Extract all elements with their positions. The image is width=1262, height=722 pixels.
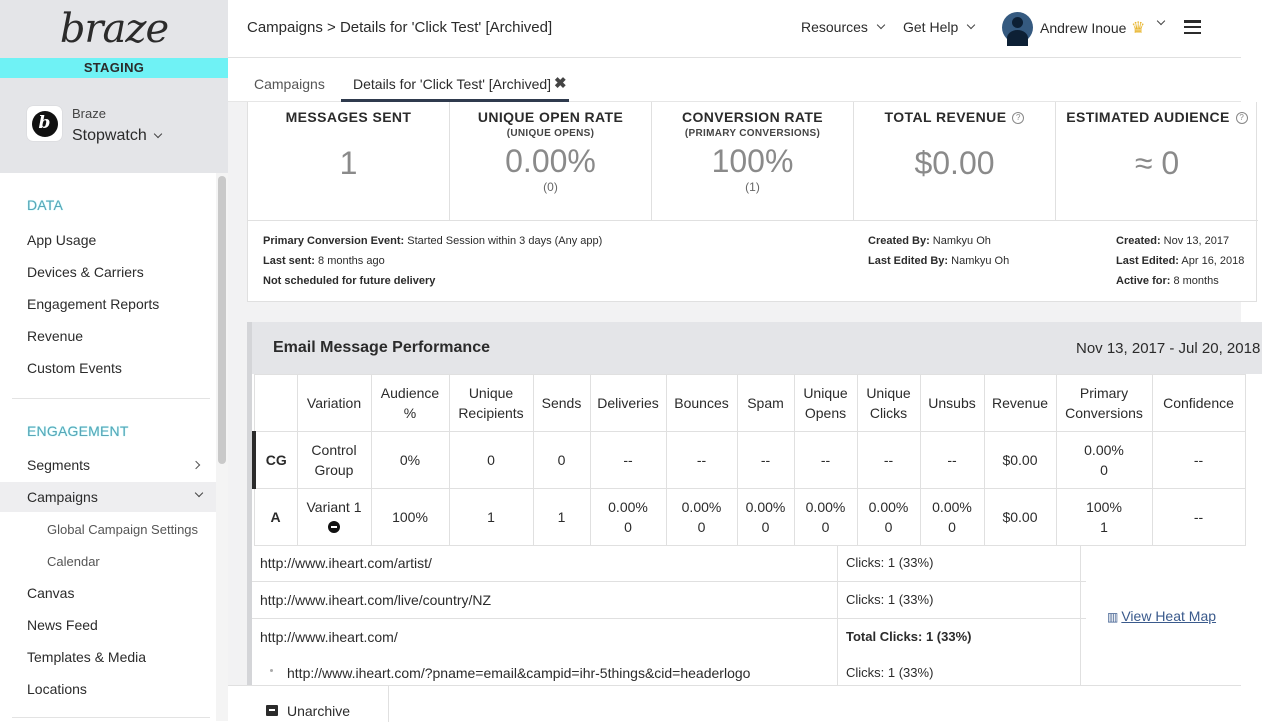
archive-icon	[266, 705, 278, 716]
stat-label: CONVERSION RATE	[681, 109, 824, 125]
stat-label: ESTIMATED AUDIENCE	[1066, 109, 1230, 125]
campaign-meta-right	[1116, 231, 1244, 291]
cell: --	[920, 432, 984, 489]
column-header[interactable]: Audience %	[371, 375, 449, 432]
variant-key: CG	[254, 432, 297, 489]
link-total-clicks: Total Clicks: 1 (33%)	[846, 629, 972, 644]
column-header[interactable]: Spam	[737, 375, 794, 432]
nav-item-custom-events[interactable]: Custom Events	[27, 360, 122, 376]
stat-value: 1	[339, 145, 358, 181]
email-performance-card	[247, 322, 1261, 702]
cell: $0.00	[984, 432, 1056, 489]
view-heat-map-link[interactable]	[1107, 608, 1216, 624]
meta-label: Last sent:	[263, 255, 315, 267]
cell: 0%	[371, 432, 449, 489]
meta-label: Primary Conversion Event:	[263, 235, 405, 247]
resources-label: Resources	[801, 19, 868, 35]
chevron-down-icon[interactable]	[1157, 17, 1165, 25]
meta-value: Nov 13, 2017	[1160, 235, 1230, 247]
nav-item-canvas[interactable]: Canvas	[27, 585, 75, 601]
bullet-icon	[270, 669, 273, 672]
performance-header	[252, 322, 1262, 374]
campaign-meta-left	[263, 231, 602, 291]
column-header[interactable]: Primary Conversions	[1056, 375, 1152, 432]
stat-unique-open-rate	[450, 102, 652, 220]
cell: Variant 1	[297, 489, 371, 546]
cell: 100%	[371, 489, 449, 546]
nav-section-engagement: ENGAGEMENT	[27, 423, 129, 439]
nav-divider	[12, 398, 210, 399]
cell: 0.00% 0	[737, 489, 794, 546]
meta-value: Namkyu Oh	[929, 235, 991, 247]
hamburger-menu-icon[interactable]	[1184, 20, 1201, 34]
braze-logo[interactable]: braze	[59, 6, 169, 52]
column-header[interactable]: Confidence	[1152, 375, 1245, 432]
cell: --	[1152, 432, 1245, 489]
nav-item-segments[interactable]: Segments	[27, 457, 91, 473]
heat-map-box	[1080, 545, 1262, 685]
stat-estimated-audience	[1056, 102, 1258, 220]
top-bar	[228, 0, 1241, 58]
meta-value: 8 months	[1170, 275, 1219, 287]
column-header[interactable]: Unique Clicks	[857, 375, 920, 432]
stat-count: (0)	[543, 180, 558, 194]
schedule-status: Not scheduled for future delivery	[263, 275, 436, 287]
stat-label: TOTAL REVENUE	[884, 109, 1007, 125]
chevron-down-icon	[153, 130, 161, 138]
nav-divider	[12, 717, 210, 718]
nav-item-templates-media[interactable]: Templates & Media	[27, 649, 147, 665]
column-header[interactable]: Revenue	[984, 375, 1056, 432]
link-url: http://www.iheart.com/live/country/NZ	[260, 592, 492, 608]
stats-card	[247, 102, 1257, 302]
performance-table	[252, 374, 1246, 546]
cell: 1	[533, 489, 590, 546]
chevron-down-icon	[877, 21, 885, 29]
performance-title: Email Message Performance	[273, 339, 490, 356]
nav-item-calendar[interactable]: Calendar	[47, 554, 100, 569]
resources-menu[interactable]	[801, 19, 884, 35]
link-row	[252, 582, 1086, 619]
app-icon: b	[27, 106, 62, 141]
close-tab-icon[interactable]: ✖	[554, 75, 567, 92]
cell: $0.00	[984, 489, 1056, 546]
cell: --	[737, 432, 794, 489]
cell: --	[794, 432, 857, 489]
unarchive-button[interactable]	[228, 686, 389, 722]
table-header-row	[254, 375, 1245, 432]
divider	[248, 220, 1258, 221]
column-header[interactable]: Bounces	[666, 375, 737, 432]
cell: 0.00% 0	[794, 489, 857, 546]
stat-sub: (PRIMARY CONVERSIONS)	[684, 128, 821, 139]
nav-item-devices-carriers[interactable]: Devices & Carriers	[27, 264, 144, 280]
stat-sub: (UNIQUE OPENS)	[506, 128, 595, 139]
meta-label: Last Edited:	[1116, 255, 1179, 267]
nav-item-global-campaign-settings[interactable]: Global Campaign Settings	[47, 522, 199, 537]
stat-value: $0.00	[914, 145, 995, 181]
unarchive-label: Unarchive	[287, 703, 351, 719]
stat-count: (1)	[745, 180, 760, 194]
link-url: http://www.iheart.com/?pname=email&campid=ihr-5things&cid=headerlogo	[287, 665, 751, 681]
link-clicks: Clicks: 1 (33%)	[846, 665, 934, 680]
nav-item-locations[interactable]: Locations	[27, 681, 87, 697]
stat-value: 100%	[711, 143, 794, 179]
cell: --	[666, 432, 737, 489]
nav-item-engagement-reports[interactable]: Engagement Reports	[27, 296, 160, 312]
table-row	[254, 489, 1245, 546]
cell: 0.00% 0	[590, 489, 666, 546]
stat-value: 0.00%	[505, 143, 596, 179]
main-content	[228, 102, 1261, 685]
meta-value: Started Session within 3 days (Any app)	[404, 235, 603, 247]
table-row	[254, 432, 1245, 489]
nav-item-campaigns[interactable]: Campaigns	[27, 489, 98, 505]
environment-badge: STAGING	[0, 58, 228, 78]
column-header[interactable]: Sends	[533, 375, 590, 432]
date-range[interactable]: Nov 13, 2017 - Jul 20, 2018	[1076, 340, 1261, 357]
user-name[interactable]: Andrew Inoue	[1040, 20, 1127, 36]
brand-area	[0, 0, 228, 173]
cell: 100% 1	[1056, 489, 1152, 546]
get-help-label: Get Help	[903, 19, 959, 35]
column-header[interactable]: Unique Recipients	[449, 375, 533, 432]
stat-messages-sent	[248, 102, 450, 220]
nav-item-revenue[interactable]: Revenue	[27, 328, 84, 344]
chevron-right-icon	[192, 461, 200, 469]
link-row	[252, 619, 1086, 656]
meta-value: Namkyu Oh	[948, 255, 1010, 267]
campaign-meta-middle	[868, 231, 1009, 271]
remove-variant-icon[interactable]	[328, 521, 340, 533]
variant-key: A	[254, 489, 297, 546]
stat-value: ≈ 0	[1134, 145, 1180, 181]
app-name: Stopwatch	[72, 127, 147, 144]
link-clicks: Clicks: 1 (33%)	[846, 592, 934, 607]
meta-value: 8 months ago	[314, 255, 385, 267]
stat-label: MESSAGES SENT	[285, 109, 412, 125]
nav-item-news-feed[interactable]: News Feed	[27, 617, 98, 633]
cell: 0.00% 0	[1056, 432, 1152, 489]
breadcrumb[interactable]: Campaigns > Details for 'Click Test' [Archived]	[247, 19, 553, 36]
company-name: Braze	[72, 106, 106, 121]
tab-details[interactable]: Details for 'Click Test' [Archived]	[353, 76, 552, 92]
column-header[interactable]: Deliveries	[590, 375, 666, 432]
meta-label: Last Edited By:	[868, 255, 949, 267]
cell: 0.00% 0	[920, 489, 984, 546]
cell: 0.00% 0	[857, 489, 920, 546]
meta-value: Apr 16, 2018	[1178, 255, 1245, 267]
meta-label: Created:	[1116, 235, 1161, 247]
cell: --	[590, 432, 666, 489]
tab-bar	[228, 58, 1241, 102]
stat-total-revenue	[854, 102, 1056, 220]
cell: 0	[449, 432, 533, 489]
cell: 0	[533, 432, 590, 489]
column-header[interactable]: Variation	[297, 375, 371, 432]
link-url: http://www.iheart.com/artist/	[260, 555, 432, 571]
crown-icon: ♛	[1131, 20, 1146, 37]
meta-label: Created By:	[868, 235, 930, 247]
help-icon[interactable]: ?	[1012, 112, 1024, 124]
meta-label: Active for:	[1116, 275, 1171, 287]
cell: 1	[449, 489, 533, 546]
cell: --	[1152, 489, 1245, 546]
link-row	[252, 545, 1086, 582]
stat-label: UNIQUE OPEN RATE	[477, 109, 624, 125]
cell: 0.00% 0	[666, 489, 737, 546]
tab-campaigns[interactable]: Campaigns	[254, 76, 325, 92]
column-header[interactable]: Unique Opens	[794, 375, 857, 432]
column-header	[254, 375, 297, 432]
sidebar-scrollbar-thumb[interactable]	[218, 176, 226, 464]
cell: Control Group	[297, 432, 371, 489]
footer-bar	[228, 685, 1241, 721]
get-help-menu[interactable]	[903, 19, 974, 35]
help-icon[interactable]: ?	[1236, 112, 1248, 124]
sidebar	[0, 0, 228, 721]
heat-map-label: View Heat Map	[1121, 608, 1217, 624]
avatar[interactable]	[1002, 12, 1033, 43]
app-selector[interactable]	[72, 127, 161, 145]
stat-conversion-rate	[652, 102, 854, 220]
link-clicks: Clicks: 1 (33%)	[846, 555, 934, 570]
map-icon: ▥	[1107, 610, 1119, 624]
nav-section-data: DATA	[27, 197, 64, 213]
cell: --	[857, 432, 920, 489]
link-url: http://www.iheart.com/	[260, 629, 398, 645]
column-header[interactable]: Unsubs	[920, 375, 984, 432]
nav-item-app-usage[interactable]: App Usage	[27, 232, 97, 248]
chevron-down-icon	[967, 21, 975, 29]
